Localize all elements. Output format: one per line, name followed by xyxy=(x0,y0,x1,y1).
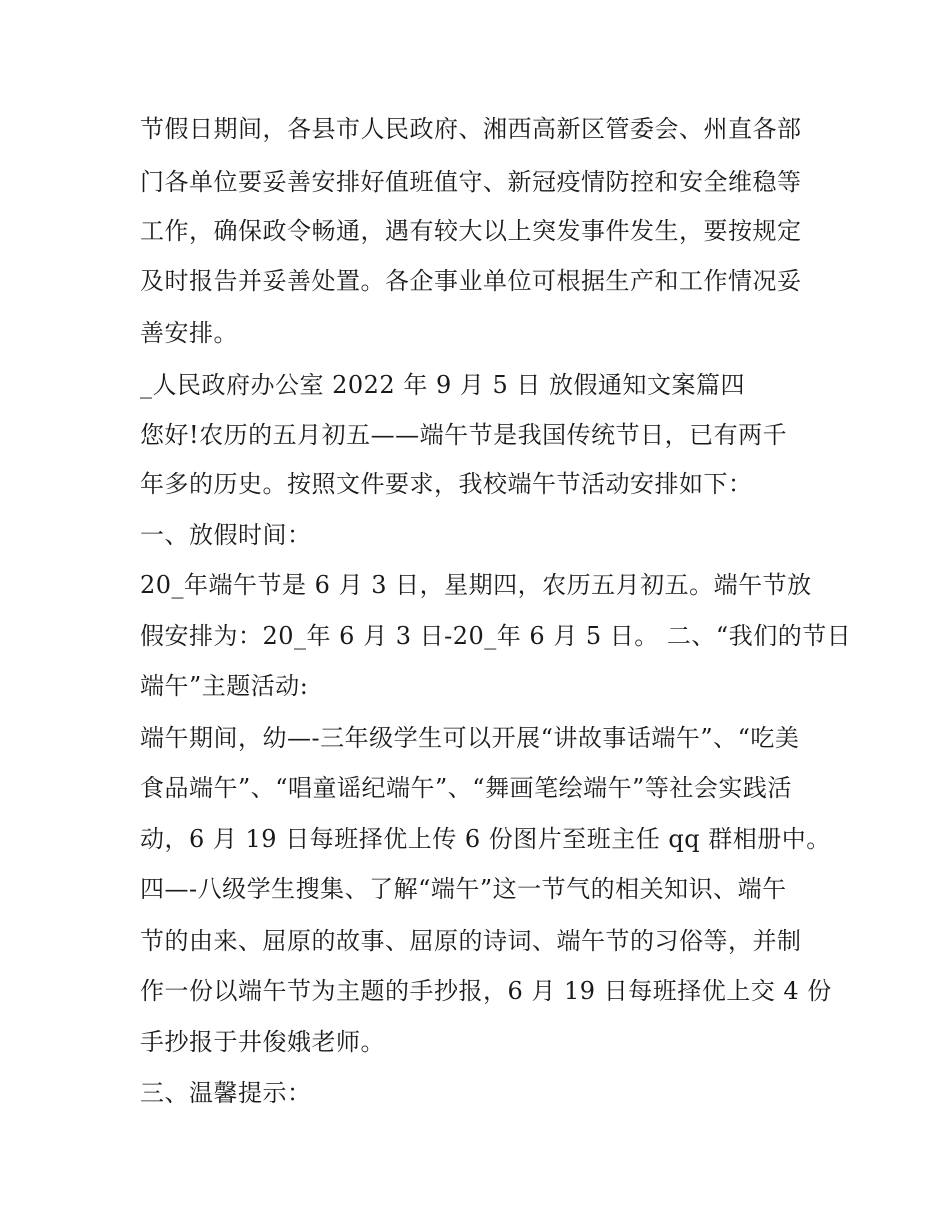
text-line: 假安排为：20_年 6 月 3 日-20_年 6 月 5 日。 二、“我们的节日 xyxy=(140,622,852,650)
text-line: 四—-八级学生搜集、了解“端午”这一节气的相关知识、端午 xyxy=(140,875,787,903)
text-line: 一、放假时间： xyxy=(140,521,312,549)
text-line: 门各单位要妥善安排好值班值守、新冠疫情防控和安全维稳等 xyxy=(140,168,802,196)
text-line: 20_年端午节是 6 月 3 日，星期四，农历五月初五。端午节放 xyxy=(140,571,812,599)
text-line: 作一份以端午节为主题的手抄报，6 月 19 日每班择优上交 4 份 xyxy=(140,977,832,1005)
text-line: 工作，确保政令畅通，遇有较大以上突发事件发生，要按规定 xyxy=(140,217,802,245)
text-line: 及时报告并妥善处置。各企事业单位可根据生产和工作情况妥 xyxy=(140,267,802,295)
text-line: 节假日期间，各县市人民政府、湘西高新区管委会、州直各部 xyxy=(140,115,802,143)
text-line: 手抄报于井俊娥老师。 xyxy=(140,1028,385,1056)
text-line: 端午期间，幼—-三年级学生可以开展“讲故事话端午”、“吃美 xyxy=(140,724,800,752)
text-line: 善安排。 xyxy=(140,319,238,347)
text-line: 您好!农历的五月初五——端午节是我国传统节日，已有两千 xyxy=(140,421,788,449)
text-line: 三、温馨提示： xyxy=(140,1079,312,1107)
text-line: 节的由来、屈原的故事、屈原的诗词、端午节的习俗等，并制 xyxy=(140,927,802,955)
text-line: 动，6 月 19 日每班择优上传 6 份图片至班主任 qq 群相册中。 xyxy=(140,825,831,853)
text-line: 年多的历史。按照文件要求，我校端午节活动安排如下： xyxy=(140,470,753,498)
text-line: 食品端午”、“唱童谣纪端午”、“舞画笔绘端午”等社会实践活 xyxy=(140,774,792,802)
text-line: 端午”主题活动: xyxy=(140,672,309,700)
text-line: _人民政府办公室 2022 年 9 月 5 日 放假通知文案篇四 xyxy=(140,371,746,399)
